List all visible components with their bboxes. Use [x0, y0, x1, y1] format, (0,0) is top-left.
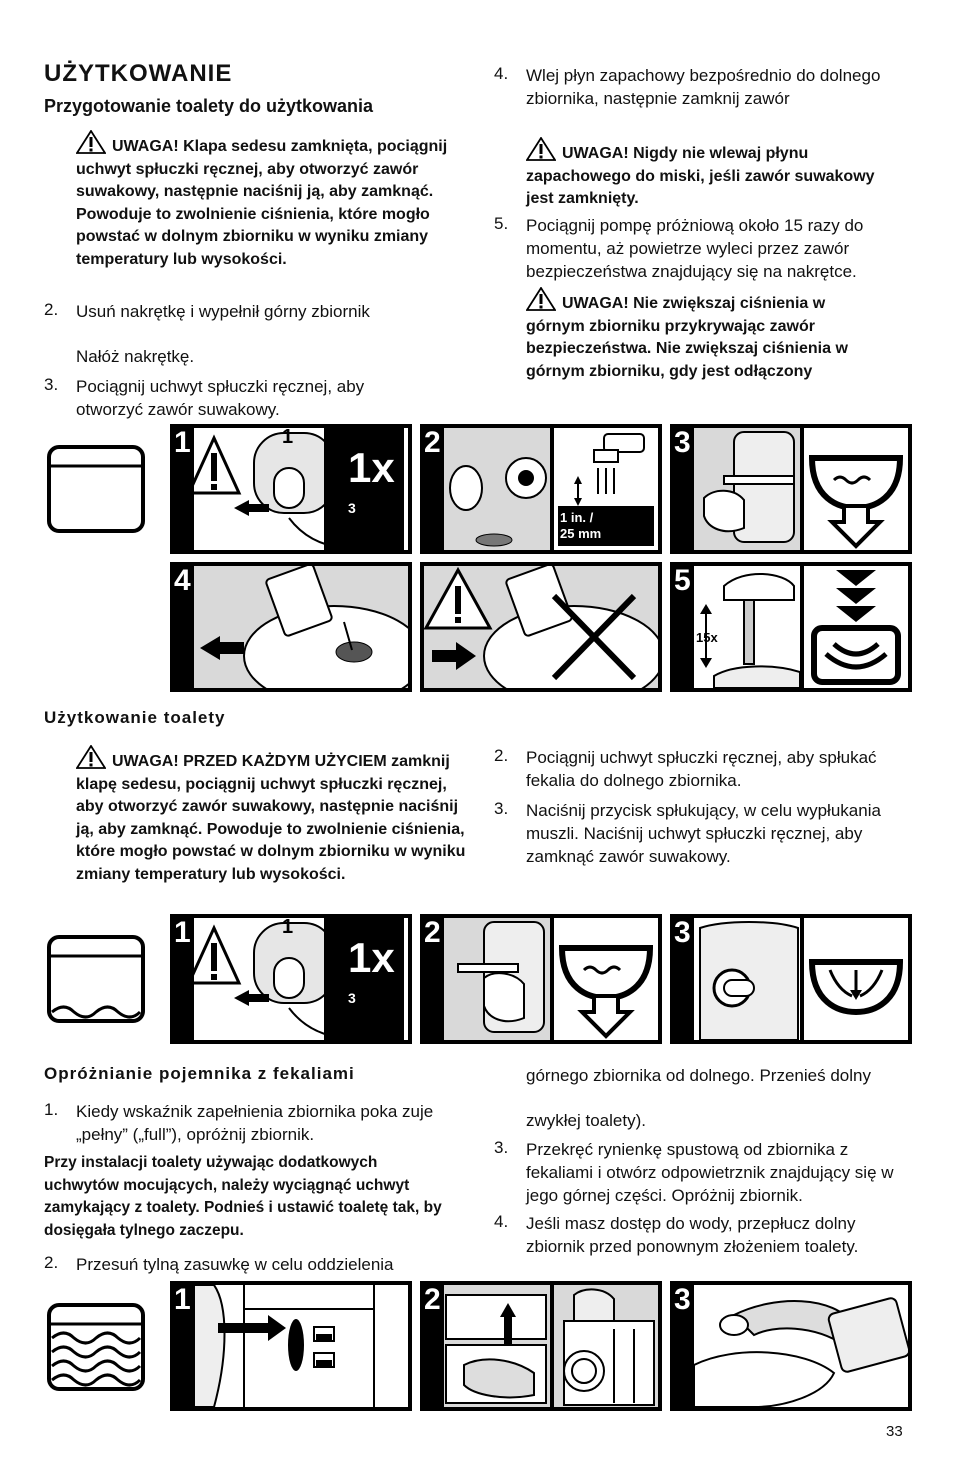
prep-figure-2 — [420, 424, 662, 554]
page-number: 33 — [886, 1423, 903, 1440]
prep-step3-number: 3. — [44, 375, 59, 394]
use-figure-1 — [170, 914, 412, 1044]
empty-step2-continued: górnego zbiornika od dolnego. Przenieś dolny — [526, 1066, 871, 1085]
prep-step4-number: 4. — [494, 64, 509, 83]
use-figure-2 — [420, 914, 662, 1044]
use-step2-text: Pociągnij uchwyt spłuczki ręcznej, aby spłukać fekalia do dolnego zbiornika. — [526, 748, 877, 790]
figure-number: 2 — [424, 916, 441, 949]
pump-count-label: 15x — [696, 630, 718, 645]
prep-warning-3 — [526, 287, 886, 383]
prep-figure-3 — [670, 424, 912, 554]
figure-number: 3 — [674, 1283, 691, 1316]
step-marker: 1 — [282, 916, 294, 938]
arrow-2-label: 2 — [230, 998, 238, 1014]
figure-number: 3 — [674, 916, 691, 949]
prep-figure-4 — [170, 562, 412, 692]
bowl-flush-icon — [804, 428, 908, 550]
arrow-2-label: 2 — [230, 508, 238, 524]
bowl-flush-icon — [554, 918, 658, 1040]
empty-step1-number: 1. — [44, 1100, 59, 1119]
use-figure-3 — [670, 914, 912, 1044]
empty-step4-number: 4. — [494, 1212, 509, 1231]
prep-warning-1 — [76, 130, 456, 271]
prep-step2-text: Usuń nakrętkę i wypełnił górny zbiornik — [76, 302, 370, 321]
figure-number: 3 — [674, 426, 691, 459]
empty-section-title: Opróżnianie pojemnika z fekaliami — [44, 1064, 355, 1083]
figure-number: 2 — [424, 426, 441, 459]
use-warning-text: UWAGA! PRZED KAŻDYM UŻYCIEM zamknij klapę sedesu, pociągnij uchwyt spłuczki ręcznej, aby otworzyć zawór suwakowy, następnie naciśnij ją, aby zamknąć. Powoduje to zwolnienie ciśnienia, które mogło powstać w dolnym zbiorniku w wyniku zmiany temperatury lub wysokości. — [76, 753, 466, 883]
use-section-title: Użytkowanie toalety — [44, 708, 226, 727]
carry-tank-illustration — [554, 1285, 658, 1407]
empty-step2-continued-2: zwykłej toalety). — [526, 1111, 646, 1130]
full-tank-icon — [46, 1302, 146, 1394]
prep-step5-text: Pociągnij pompę próżniową około 15 razy do momentu, aż powietrze wyleci przez zawór bezpieczeństwa znajdujący się na nakrętce. — [526, 216, 864, 281]
hand-pull-handle-illustration — [444, 918, 550, 1040]
warning-icon — [76, 130, 106, 154]
prep-figure-warning — [420, 562, 662, 692]
prep-step4-text: Wlej płyn zapachowy bezpośrednio do dolnego zbiornika, następnie zamknij zawór — [526, 66, 881, 108]
empty-figure-2 — [420, 1281, 662, 1411]
empty-step3-text: Przekręć rynienkę spustową od zbiornika z fekaliami i otwórz odpowietrznik znajdujący się w jego górnej części. Opróżnij zbiornik. — [526, 1140, 894, 1205]
empty-into-toilet-illustration — [694, 1285, 908, 1407]
warning-icon — [526, 287, 556, 311]
arrow-3-label: 3 — [348, 990, 356, 1006]
flush-button-illustration — [694, 918, 800, 1040]
page-heading: UŻYTKOWANIE — [44, 60, 233, 87]
times-label: 1x — [348, 934, 395, 981]
use-step2-number: 2. — [494, 746, 509, 765]
prep-warning-2-text: UWAGA! Nigdy nie wlewaj płynu zapachowego do miski, jeśli zawór suwakowy jest zamknięty. — [526, 145, 875, 207]
prep-figure-1 — [170, 424, 412, 554]
tank-level-indicator-illustration — [194, 1285, 408, 1407]
prep-section-title: Przygotowanie toalety do użytkowania — [44, 96, 374, 116]
empty-step2-number: 2. — [44, 1253, 59, 1272]
empty-tank-icon — [46, 444, 146, 534]
use-step3-number: 3. — [494, 799, 509, 818]
figure-number: 1 — [174, 1283, 191, 1316]
empty-step3-number: 3. — [494, 1138, 509, 1157]
prep-step5-number: 5. — [494, 214, 509, 233]
empty-step4-text: Jeśli masz dostęp do wody, przepłucz dolny zbiornik przed ponownym złożeniem toalety. — [526, 1214, 859, 1256]
hand-pull-handle-illustration — [694, 428, 800, 550]
empty-note: Przy instalacji toalety używając dodatkowych uchwytów mocujących, należy wyciągnąć uchwyt zamykający z toalety. Podnieś i ustawić toaletę tak, by dosięgała tylnego zaczepu. — [44, 1154, 442, 1239]
separate-tanks-illustration — [444, 1285, 550, 1407]
arrow-3-label: 3 — [348, 500, 356, 516]
figure-number: 1 — [174, 916, 191, 949]
prep-warning-2 — [526, 137, 886, 211]
prep-step3-text: Pociągnij uchwyt spłuczki ręcznej, aby otworzyć zawór suwakowy. — [76, 377, 365, 419]
empty-figure-1 — [170, 1281, 412, 1411]
figure-number: 4 — [174, 564, 191, 597]
pump-handle-illustration — [694, 566, 800, 688]
partly-full-tank-icon — [46, 934, 146, 1026]
prep-step2b-text: Nałóż nakrętkę. — [76, 347, 195, 366]
figure-number: 1 — [174, 426, 191, 459]
times-label: 1x — [348, 444, 395, 491]
figure-number: 2 — [424, 1283, 441, 1316]
pour-fluid-illustration — [194, 566, 408, 688]
figure-number: 5 — [674, 564, 691, 597]
empty-step2-text: Przesuń tylną zasuwkę w celu oddzielenia — [76, 1255, 394, 1274]
empty-figure-3 — [670, 1281, 912, 1411]
step-marker: 1 — [282, 426, 294, 448]
use-warning — [76, 745, 466, 886]
fill-level-label: 1 in. / 25 mm — [560, 510, 602, 541]
prep-warning-3-text: UWAGA! Nie zwiększaj ciśnienia w górnym zbiorniku przykrywając zawór bezpieczeństwa. Nie zwiększaj ciśnienia w górnym zbiorniku, gdy jest odłączony — [526, 295, 848, 380]
use-step3-text: Naciśnij przycisk spłukujący, w celu wypłukania muszli. Naciśnij uchwyt spłuczki ręcznej, aby zamknąć zawór suwakowy. — [526, 801, 881, 866]
prep-warning-1-text: UWAGA! Klapa sedesu zamknięta, pociągnij uchwyt spłuczki ręcznej, aby otworzyć zawór suwakowy, następnie naciśnij ją, aby zamknąć. Powoduje to zwolnienie ciśnienia, które mogło powstać w dolnym zbiorniku w wyniku zmiany temperatury lub wysokości. — [76, 138, 448, 268]
bowl-rinse-icon — [804, 918, 908, 1040]
empty-step1-text: Kiedy wskaźnik zapełnienia zbiornika poka zuje „pełny” („full”), opróżnij zbiornik. — [76, 1102, 434, 1144]
warning-icon — [526, 137, 556, 161]
prep-figure-5 — [670, 562, 912, 692]
cap-removal-illustration — [444, 428, 550, 550]
no-pour-in-bowl-illustration — [424, 566, 658, 688]
warning-icon — [76, 745, 106, 769]
pressure-icon — [804, 566, 908, 688]
prep-step2-number: 2. — [44, 300, 59, 319]
